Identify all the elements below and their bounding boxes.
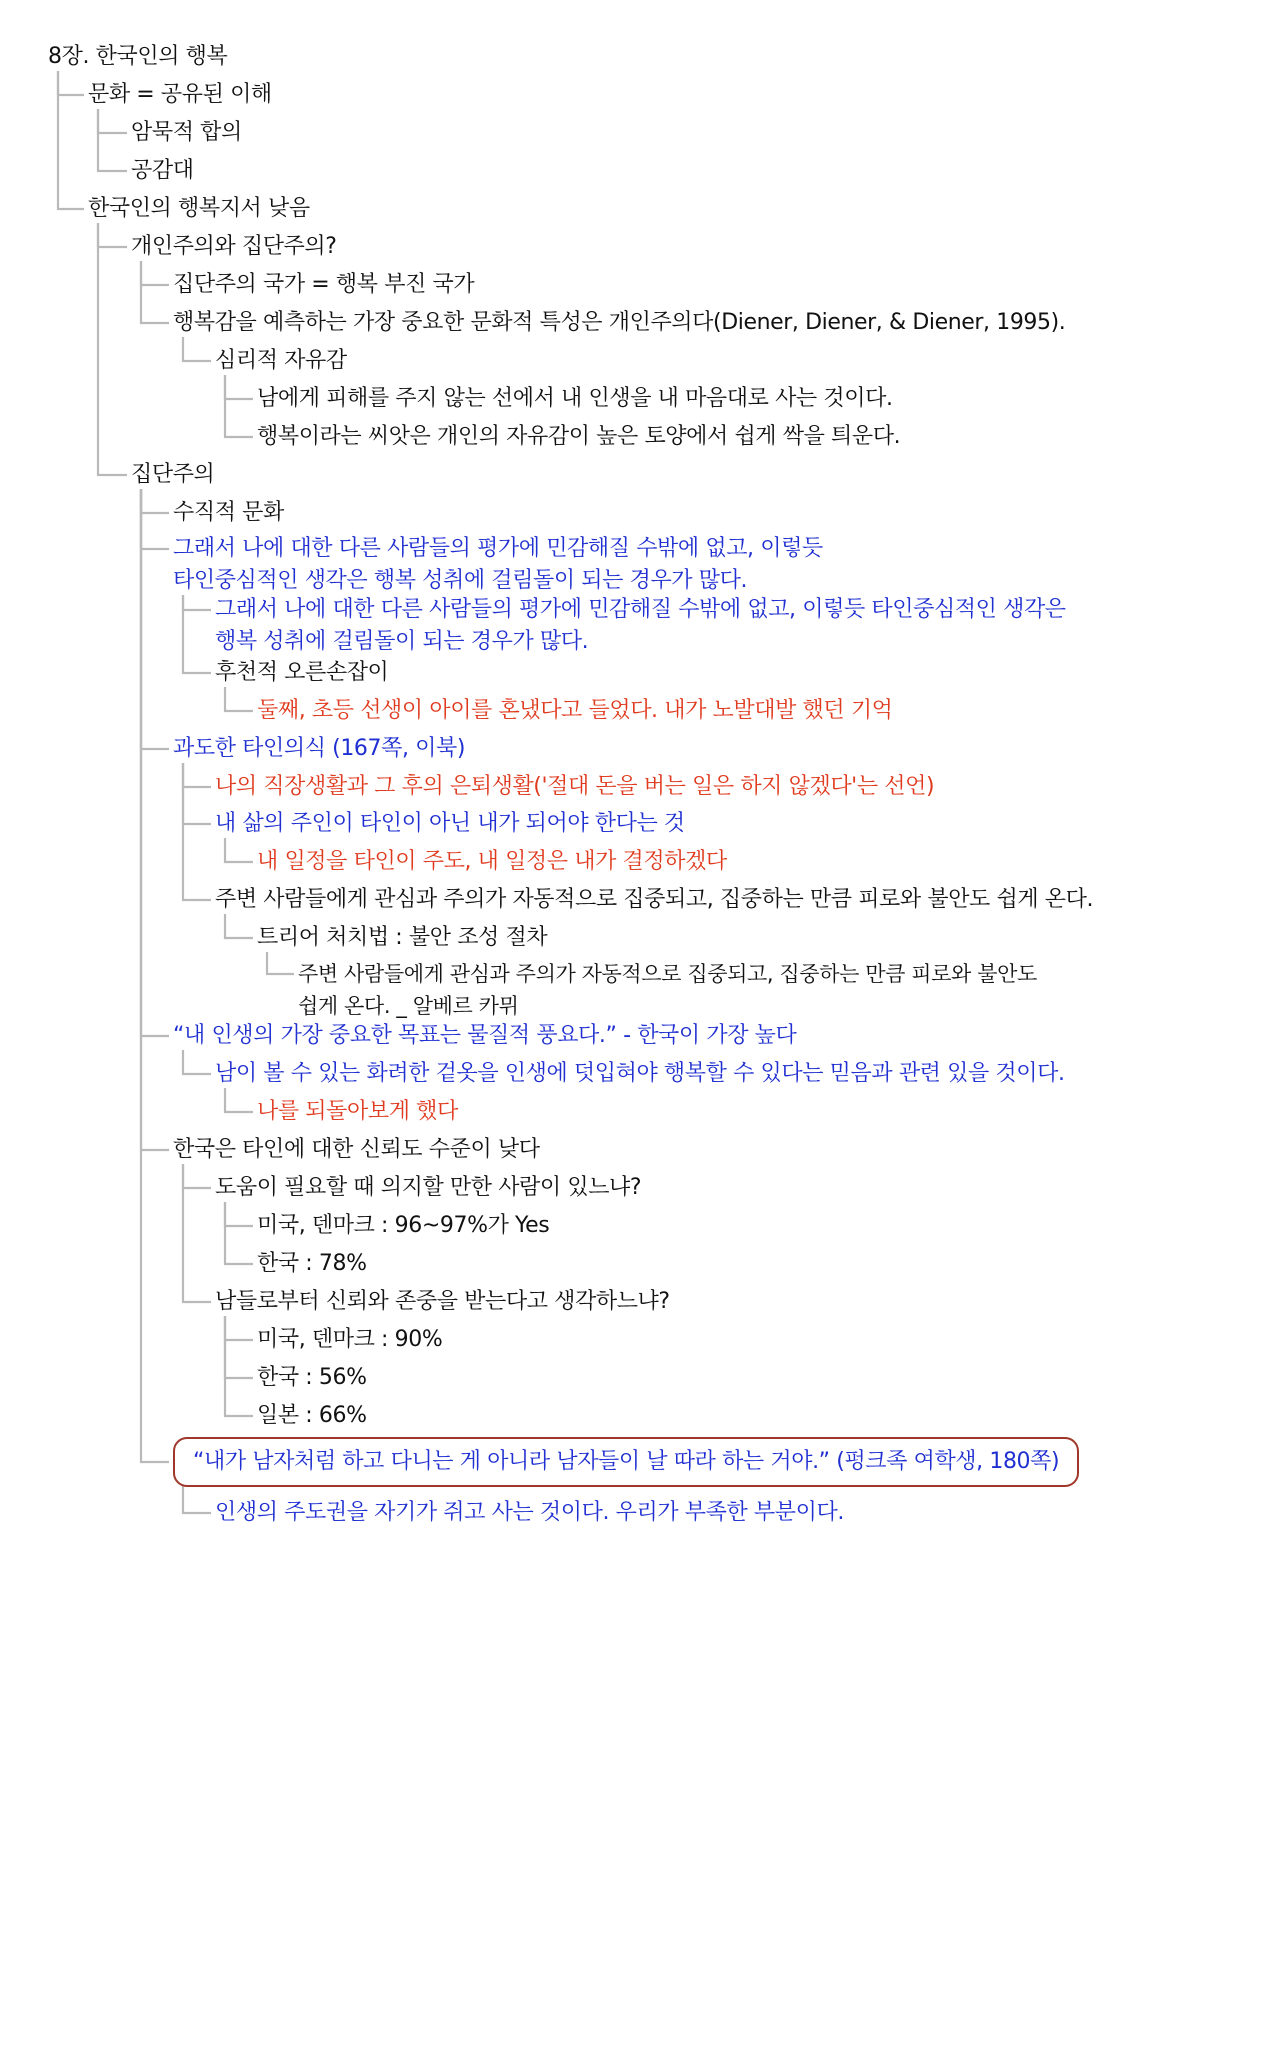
connector-n14 [183, 595, 211, 610]
connector-n30 [225, 1202, 253, 1264]
connector-n25 [183, 1050, 211, 1074]
connector-n19 [183, 763, 211, 824]
connector-n22 [225, 914, 253, 938]
node-trier-procedure[interactable]: 트리어 처치법 : 불안 조성 절차 [257, 925, 548, 950]
node-happiness-seed[interactable]: 행복이라는 씨앗은 개인의 자유감이 높은 토양에서 쉽게 싹을 틔운다. [257, 424, 901, 449]
connector-n34 [225, 1316, 253, 1416]
node-consensus[interactable]: 공감대 [131, 158, 194, 183]
node-individualism-predicts[interactable]: 행복감을 예측하는 가장 중요한 문화적 특성은 개인주의다(Diener, Diener, & Diener, 1995). [173, 310, 1066, 335]
node-excessive-other-consciousness[interactable]: 과도한 타인의식 (167쪽, 이북) [173, 736, 466, 761]
node-culture[interactable]: 문화 = 공유된 이해 [88, 82, 272, 107]
connector-n13 [141, 489, 169, 549]
connector-n36 [183, 1485, 211, 1513]
connector-n29 [225, 1202, 253, 1226]
connector-n26 [225, 1088, 253, 1112]
node-collectivism[interactable]: 집단주의 [131, 462, 215, 487]
connector-n9 [225, 375, 253, 399]
node-attention-fatigue[interactable]: 주변 사람들에게 관심과 주의가 자동적으로 집중되고, 집중하는 만큼 피로와 불안도 쉽게 온다. [215, 887, 1094, 912]
node-collectivist-country[interactable]: 집단주의 국가 = 행복 부진 국가 [173, 272, 475, 297]
node-master-of-life[interactable]: 내 삶의 주인이 타인이 아닌 내가 되어야 한다는 것 [215, 811, 685, 836]
connector-n15 [183, 595, 211, 673]
node-korea-78[interactable]: 한국 : 78% [257, 1251, 367, 1276]
connector-n11 [98, 223, 127, 475]
node-punk-girl-quote[interactable]: “내가 남자처럼 하고 다니는 게 아니라 남자들이 날 따라 하는 거야.” (펑크족 여학생, 180쪽) [173, 1437, 1079, 1487]
connector-n27 [141, 489, 169, 1150]
node-my-schedule[interactable]: 내 일정을 타인이 주도, 내 일정은 내가 결정하겠다 [257, 849, 727, 874]
node-us-denmark-97[interactable]: 미국, 덴마크 : 96~97%가 Yes [257, 1213, 550, 1238]
node-someone-to-rely-on[interactable]: 도움이 필요할 때 의지할 만한 사람이 있느냐? [215, 1175, 642, 1200]
node-japan-66[interactable]: 일본 : 66% [257, 1403, 367, 1428]
connector-n28 [183, 1164, 211, 1188]
connector-n5 [98, 223, 127, 247]
node-individualism-collectivism[interactable]: 개인주의와 집단주의? [131, 234, 337, 259]
connector-n6 [141, 261, 169, 285]
node-other-centered-thinking[interactable]: 그래서 나에 대한 다른 사람들의 평가에 민감해질 수밖에 없고, 이렇듯 타인중심적인 생각은 행복 성취에 걸림돌이 되는 경우가 많다. [173, 536, 823, 593]
node-tacit-agreement[interactable]: 암묵적 합의 [131, 120, 242, 145]
node-material-wealth-goal[interactable]: “내 인생의 가장 중요한 목표는 물질적 풍요다.” - 한국이 가장 높다 [173, 1023, 797, 1048]
connector-n16 [225, 687, 253, 711]
connector-n23 [267, 952, 294, 974]
node-us-denmark-90[interactable]: 미국, 덴마크 : 90% [257, 1327, 443, 1352]
node-root-title[interactable]: 8장. 한국인의 행복 [48, 44, 228, 69]
node-korea-56[interactable]: 한국 : 56% [257, 1365, 367, 1390]
node-low-trust[interactable]: 한국은 타인에 대한 신뢰도 수준이 낮다 [173, 1137, 540, 1162]
node-psychological-freedom[interactable]: 심리적 자유감 [215, 348, 347, 373]
connector-n21 [183, 763, 211, 900]
connector-n8 [183, 337, 211, 361]
node-trust-and-respect[interactable]: 남들로부터 신뢰와 존중을 받는다고 생각하느냐? [215, 1289, 670, 1314]
node-self-reflection[interactable]: 나를 되돌아보게 했다 [257, 1099, 458, 1124]
connector-n33 [225, 1316, 253, 1378]
connector-n1 [58, 71, 84, 95]
connector-n3 [98, 109, 127, 171]
connector-n31 [183, 1164, 211, 1302]
connector-n35 [141, 489, 169, 1462]
node-teacher-memory[interactable]: 둘째, 초등 선생이 아이를 혼냈다고 들었다. 내가 노발대발 했던 기억 [257, 698, 893, 723]
node-life-initiative[interactable]: 인생의 주도권을 자기가 쥐고 사는 것이다. 우리가 부족한 부분이다. [215, 1500, 844, 1525]
node-camus-quote[interactable]: 주변 사람들에게 관심과 주의가 자동적으로 집중되고, 집중하는 만큼 피로와 불안도 쉽게 온다. _ 알베르 카뮈 [298, 962, 1037, 1018]
connector-n24 [141, 489, 169, 1036]
connector-n7 [141, 261, 169, 323]
connector-n4 [58, 71, 84, 209]
node-vertical-culture[interactable]: 수직적 문화 [173, 500, 284, 525]
node-korean-happiness-low[interactable]: 한국인의 행복지서 낮음 [88, 196, 310, 221]
connector-n2 [98, 109, 127, 133]
connector-n12 [141, 489, 169, 513]
connector-n18 [183, 763, 211, 787]
node-fancy-outer-garment[interactable]: 남이 볼 수 있는 화려한 겉옷을 인생에 덧입혀야 행복할 수 있다는 믿음과 관련 있을 것이다. [215, 1061, 1065, 1086]
connector-n20 [225, 838, 253, 862]
node-acquired-right-hander[interactable]: 후천적 오른손잡이 [215, 660, 389, 685]
connector-n17 [141, 489, 169, 749]
node-freedom-definition[interactable]: 남에게 피해를 주지 않는 선에서 내 인생을 내 마음대로 사는 것이다. [257, 386, 893, 411]
node-work-and-retirement[interactable]: 나의 직장생활과 그 후의 은퇴생활('절대 돈을 버는 일은 하지 않겠다'는 선언) [215, 774, 935, 799]
node-other-centered-thinking-repeat[interactable]: 그래서 나에 대한 다른 사람들의 평가에 민감해질 수밖에 없고, 이렇듯 타인중심적인 생각은 행복 성취에 걸림돌이 되는 경우가 많다. [215, 597, 1066, 654]
connector-n10 [225, 375, 253, 437]
connector-n32 [225, 1316, 253, 1340]
